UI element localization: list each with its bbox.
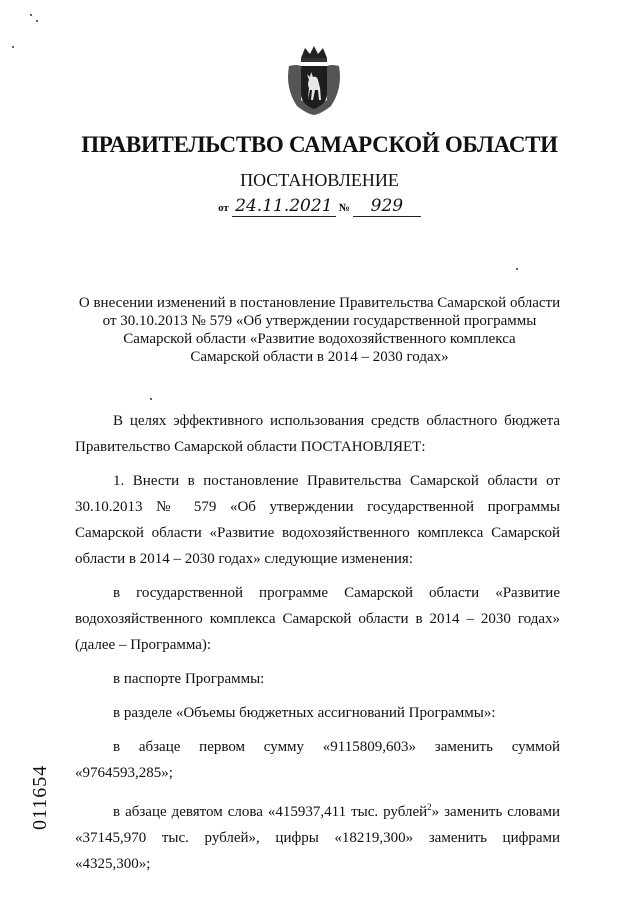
body-paragraph: в паспорте Программы: — [113, 671, 265, 687]
body-paragraph — [75, 794, 560, 877]
handwritten-date: 24.11.2021 — [232, 196, 336, 217]
body-paragraph: в абзаце первом сумму «9115809,603» заменить суммой «9764593,285»; — [75, 739, 560, 781]
body-paragraph: в государственной программе Самарской области «Развитие водохозяйственного комплекса Самарской области в 2014 – 2030 годах» (далее – Программа): — [75, 585, 560, 653]
body-text-segment: в абзаце девятом слова «415937,411 тыс. рублей — [113, 804, 428, 820]
document-body — [75, 408, 560, 885]
samara-coat-of-arms-icon — [283, 44, 345, 116]
body-text-segment: » заменить словами «37145,970 тыс. рублей», цифры «18219,300» заменить цифрами «4325,300»; — [75, 804, 560, 872]
date-number-line — [0, 196, 639, 217]
body-paragraph: в разделе «Объемы бюджетных ассигнований Программы»: — [113, 705, 496, 721]
scan-speck — [150, 398, 152, 400]
subject-line: Самарской области в 2014 – 2030 годах» — [190, 349, 449, 365]
body-paragraph: В целях эффективного использования средств областного бюджета Правительство Самарской области ПОСТАНОВЛЯЕТ: — [75, 413, 560, 455]
subject-line: О внесении изменений в постановление Правительства Самарской области — [78, 295, 561, 311]
scan-speck — [12, 46, 14, 48]
handwritten-number: 929 — [353, 196, 421, 217]
subject-line: от 30.10.2013 № 579 «Об утверждении государственной программы — [102, 313, 537, 329]
serial-number: 011654 — [29, 764, 51, 830]
document-subject — [60, 294, 579, 366]
scan-speck — [30, 14, 32, 16]
number-prefix: № — [338, 202, 350, 214]
government-title: ПРАВИТЕЛЬСТВО САМАРСКОЙ ОБЛАСТИ — [81, 132, 558, 157]
date-prefix: от — [218, 202, 229, 214]
document-type: ПОСТАНОВЛЕНИЕ — [240, 170, 399, 190]
subject-line: Самарской области «Развитие водохозяйственного комплекса — [123, 331, 516, 347]
body-paragraph: 1. Внести в постановление Правительства Самарской области от 30.10.2013 № 579 «Об утверждении государственной программы Самарской области «Развитие водохозяйственного комплекса Самарской области в 2014 – 2030 годах» следующие изменения: — [75, 473, 560, 567]
scan-speck — [516, 268, 518, 270]
footnote-marker: 2 — [427, 802, 432, 812]
scan-speck — [36, 20, 38, 22]
